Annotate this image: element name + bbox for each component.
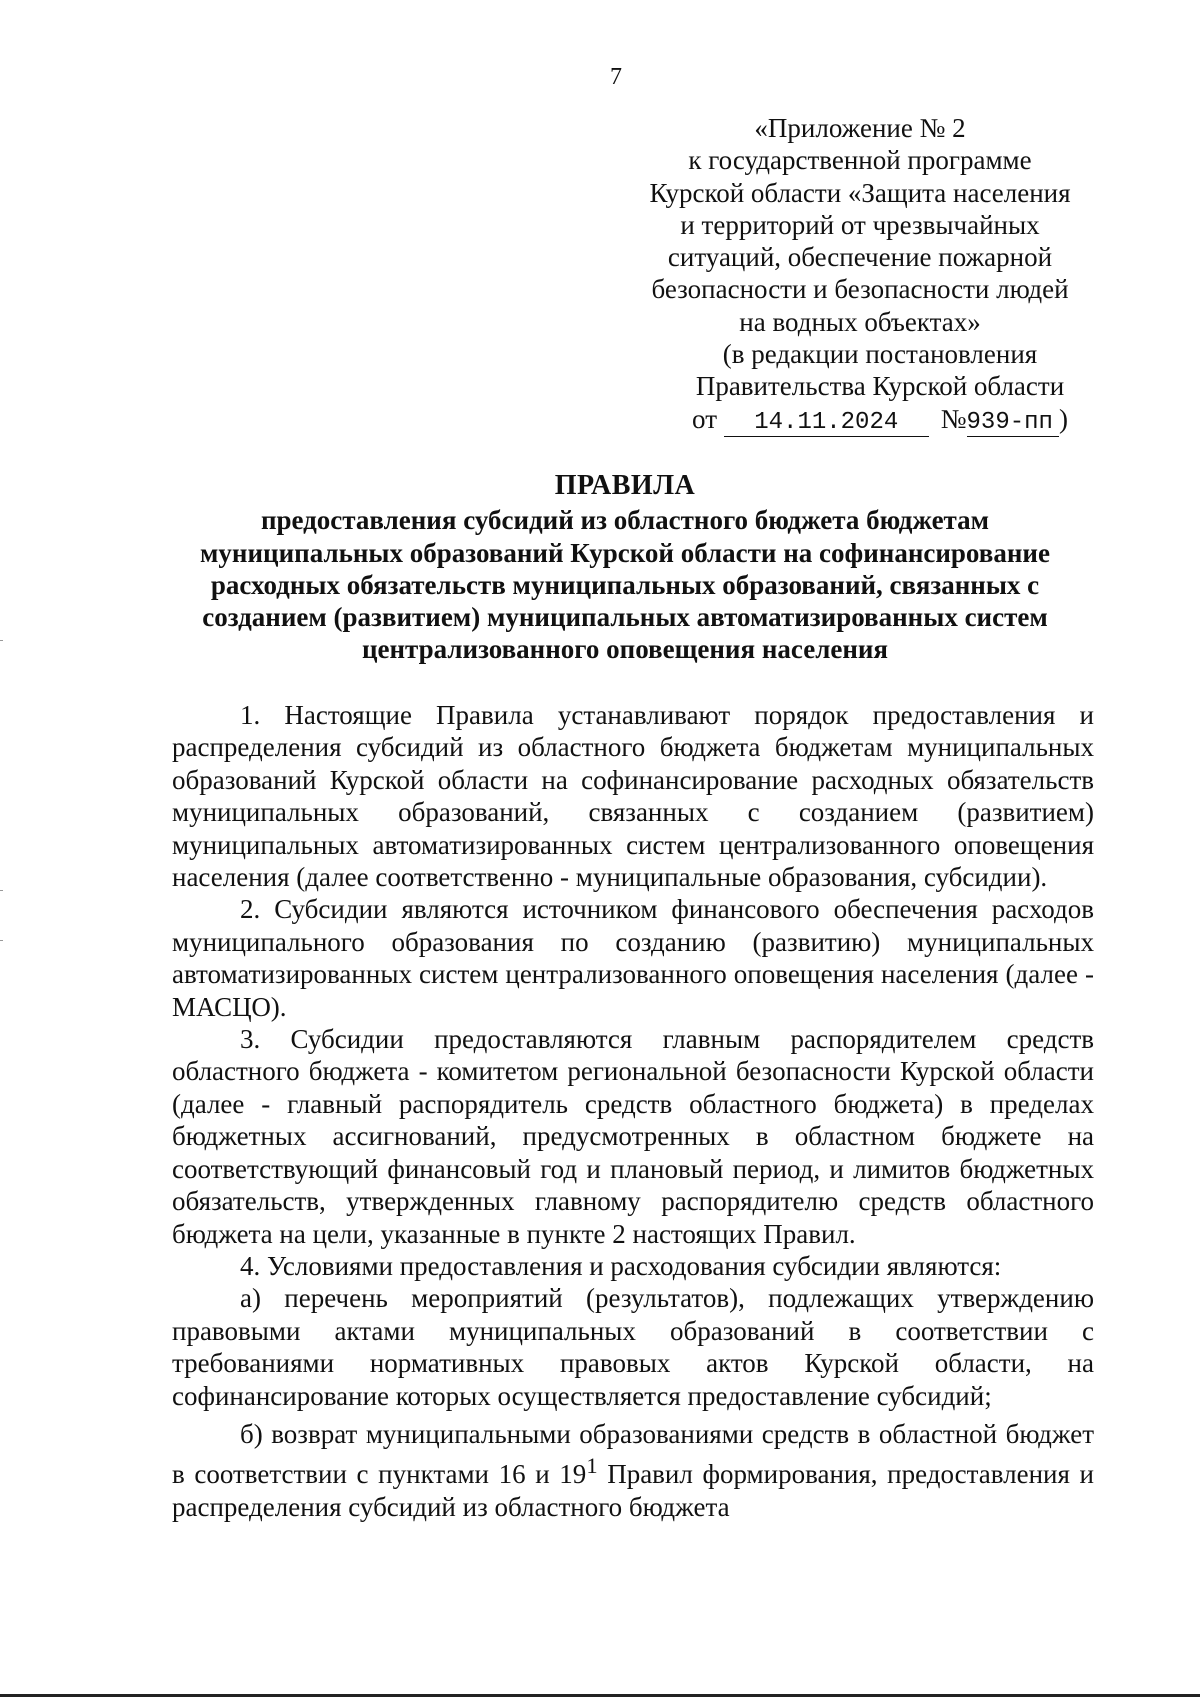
footnote-superscript: 1	[586, 1453, 598, 1479]
registration-from: от	[692, 403, 717, 434]
appendix-line: безопасности и безопасности людей	[651, 274, 1069, 305]
paragraph-4: 4. Условиями предоставления и расходования субсидии являются:	[240, 1250, 1002, 1281]
appendix-line: к государственной программе	[688, 145, 1032, 176]
registration-date: 14.11.2024	[724, 410, 929, 437]
paragraph-4b	[172, 1418, 1094, 1523]
page-number: 7	[610, 64, 622, 90]
scan-edge-mark	[0, 640, 3, 641]
registration-line	[625, 403, 1095, 437]
scan-edge-mark	[0, 940, 3, 941]
appendix-line: ситуаций, обеспечение пожарной	[667, 242, 1053, 273]
registration-number-sign: №	[940, 403, 967, 434]
registration-number: 939-пп	[967, 410, 1059, 437]
paragraph-3: 3. Субсидии предоставляются главным распорядителем средств областного бюджета - комитетом региональной безопасности Курской области (далее - главный распорядитель средств областного бюджета) в пределах бюджетных ассигнований, предусмотренных в областном бюджете на соответствующий финансовый год и плановый период, и лимитов бюджетных обязательств, утвержденных главному распорядителю средств областного бюджета на цели, указанные в пункте 2 настоящих Правил.	[172, 1024, 1094, 1249]
paragraph-4b-text-cont: Правил формирования, предоставления и распределения субсидий из областного бюджета	[172, 1459, 1094, 1522]
title-line: централизованного оповещения населения	[361, 634, 889, 665]
registration-close: )	[1058, 403, 1068, 434]
document-title	[160, 470, 1090, 666]
paragraph-4b-text: б) возврат муниципальными образованиями средств в областной бюджет в соответствии с пунктами 16 и 19	[172, 1418, 1094, 1490]
appendix-line: (в редакции постановления	[722, 339, 1038, 370]
appendix-line: и территорий от чрезвычайных	[680, 209, 1040, 240]
scan-edge-mark	[0, 890, 3, 891]
appendix-header	[625, 112, 1095, 437]
title-line: расходных обязательств муниципальных образований, связанных с	[210, 569, 1040, 600]
title-line: предоставления субсидий из областного бюджета бюджетам	[260, 505, 990, 536]
paragraph-2: 2. Субсидии являются источником финансового обеспечения расходов муниципального образования по созданию (развитию) муниципальных автоматизированных систем централизованного оповещения населения (далее - МАСЦО).	[172, 894, 1094, 1022]
appendix-line: Правительства Курской области	[695, 371, 1065, 402]
appendix-line: «Приложение № 2	[754, 113, 966, 143]
scan-bottom-edge	[0, 1694, 1200, 1697]
title-line: муниципальных образований Курской области на софинансирование	[200, 537, 1050, 568]
paragraph-1: 1. Настоящие Правила устанавливают порядок предоставления и распределения субсидий из областного бюджета бюджетам муниципальных образований Курской области на софинансирование расходных обязательств муниципальных образований, связанных с созданием (развитием) муниципальных автоматизированных систем централизованного оповещения населения (далее соответственно - муниципальные образования, субсидии).	[172, 700, 1094, 893]
document-body	[172, 699, 1094, 1523]
title-heading: ПРАВИЛА	[554, 470, 696, 501]
title-line: созданием (развитием) муниципальных автоматизированных систем	[202, 602, 1048, 633]
paragraph-4a: а) перечень мероприятий (результатов), подлежащих утверждению правовыми актами муниципальных образований в соответствии с требованиями нормативных правовых актов Курской области, на софинансирование которых осуществляется предоставление субсидий;	[172, 1283, 1094, 1411]
appendix-line: на водных объектах»	[739, 306, 981, 337]
appendix-line: Курской области «Защита населения	[649, 177, 1071, 208]
